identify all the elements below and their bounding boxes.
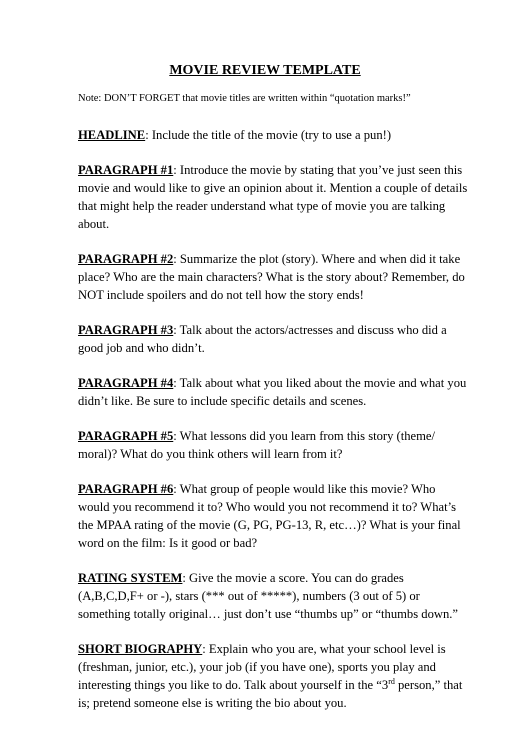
section-paragraph-1 (78, 161, 468, 233)
section-text: : Give the movie a score. You can do grades (A,B,C,D,F+ or -), stars (*** out of *****), numbers (3 out of 5) or something totally original… just don’t use “thumbs up” or “thumbs down.” (78, 571, 458, 621)
section-text-continued: person,” that is; pretend someone else is writing the bio about you. (78, 678, 463, 710)
section-text: : Talk about what you liked about the movie and what you didn’t like. Be sure to include specific details and scenes. (78, 376, 467, 408)
section-label: PARAGRAPH #4 (78, 376, 174, 390)
section-text: : Talk about the actors/actresses and discuss who did a good job and who didn’t. (78, 323, 447, 355)
section-paragraph-3 (78, 321, 468, 357)
superscript-ordinal: rd (388, 676, 395, 686)
note-text: Note: DON’T FORGET that movie titles are written within “quotation marks!” (78, 93, 411, 104)
section-paragraph-5 (78, 427, 468, 463)
section-headline (78, 126, 468, 144)
section-text: : What lessons did you learn from this story (theme/ moral)? What do you think others will learn from it? (78, 429, 436, 461)
section-short-biography (78, 640, 468, 712)
section-label: PARAGRAPH #2 (78, 252, 174, 266)
section-label: PARAGRAPH #5 (78, 429, 174, 443)
section-text: : Introduce the movie by stating that you’ve just seen this movie and would like to give an opinion about it. Mention a couple of details that might help the reader understand what type of movie you are talking about. (78, 163, 468, 231)
section-text: : Include the title of the movie (try to use a pun!) (145, 128, 392, 142)
section-label: PARAGRAPH #6 (78, 482, 174, 496)
section-label: RATING SYSTEM (78, 571, 183, 585)
section-rating-system (78, 569, 468, 623)
section-text: : What group of people would like this movie? Who would you recommend it to? Who would you not recommend it to? What’s the MPAA rating of the movie (G, PG, PG-13, R, etc…)? What is your final word on the film: Is it good or bad? (78, 482, 461, 550)
section-list (78, 126, 468, 729)
section-label: SHORT BIOGRAPHY (78, 642, 203, 656)
section-label: PARAGRAPH #1 (78, 163, 174, 177)
section-label: PARAGRAPH #3 (78, 323, 174, 337)
section-text: : Explain who you are, what your school level is (freshman, junior, etc.), your job (if you have one), sports you play and interesting things you like to do. Talk about yourself in the “3 (78, 642, 446, 692)
section-label: HEADLINE (78, 128, 146, 142)
document-title: MOVIE REVIEW TEMPLATE (169, 63, 361, 78)
section-paragraph-6 (78, 480, 468, 552)
section-text: : Summarize the plot (story). Where and when did it take place? Who are the main characters? What is the story about? Remember, do NOT include spoilers and do not tell how the story ends! (78, 252, 465, 302)
section-paragraph-4 (78, 374, 468, 410)
section-paragraph-2 (78, 250, 468, 304)
